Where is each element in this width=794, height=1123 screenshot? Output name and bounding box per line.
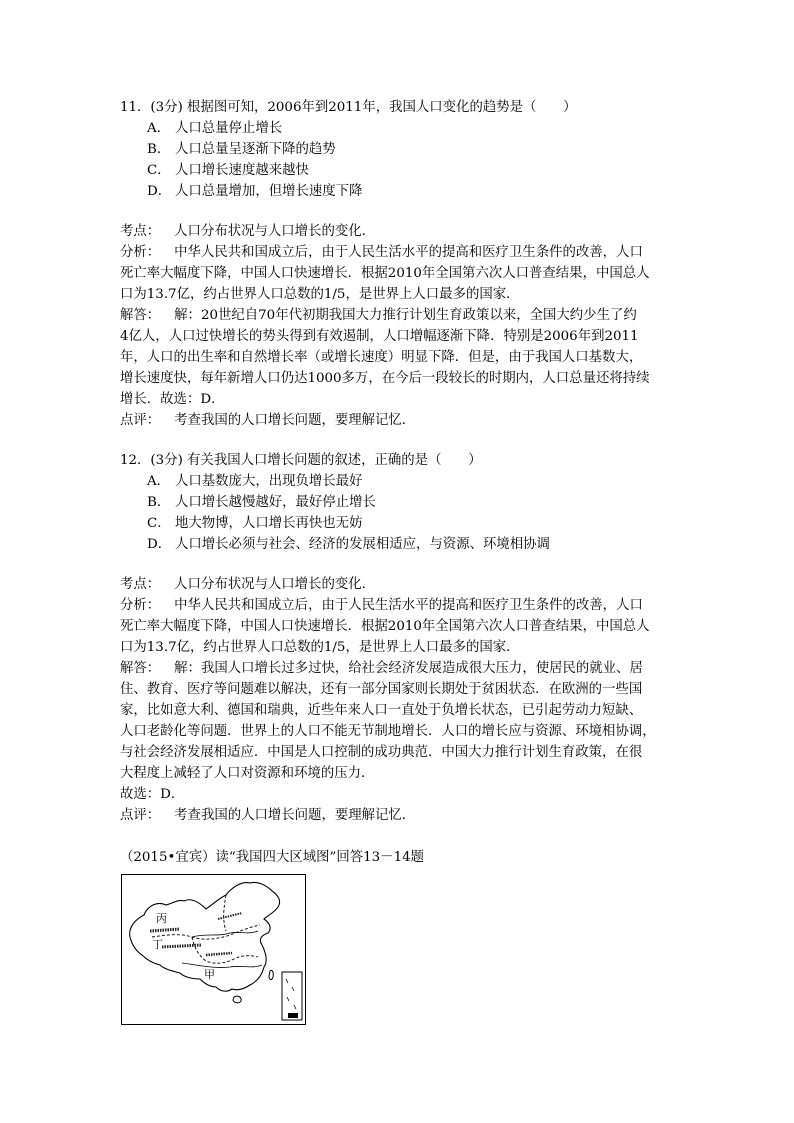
q11-fenxi-line: 死亡率大幅度下降，中国人口快速增长．根据2010年全国第六次人口普查结果，中国总人: [120, 266, 650, 281]
q11-fenxi-line: 口为13.7亿，约占世界人口总数的1/5，是世界上人口最多的国家．: [120, 287, 520, 302]
q11-jieda-line: 年，人口的出生率和自然增长率（或增长速度）明显下降．但是，由于我国人口基数大，: [120, 350, 643, 365]
q11-stem: 11．(3分) 根据图可知，2006年到2011年，我国人口变化的趋势是（ ）: [120, 100, 577, 115]
q11-jieda-line: 增长．故选：D．: [120, 392, 225, 407]
q12-fenxi-line: 口为13.7亿，约占世界人口总数的1/5，是世界上人口最多的国家．: [120, 640, 520, 655]
q13-14-intro: （2015•宜宾）读“我国四大区域图”回答13－14题: [120, 850, 424, 865]
q11-jieda: 解答： 解：20世纪自70年代初期我国大力推行计划生育政策以来，全国大约少生了约: [120, 308, 637, 323]
q12-jieda-line: 大程度上减轻了人口对资源和环境的压力．: [120, 766, 375, 781]
q12-option-a[interactable]: A． 人口基数庞大，出现负增长最好: [147, 474, 363, 489]
q12-option-d[interactable]: D． 人口增长必须与社会、经济的发展相适应，与资源、环境相协调: [147, 537, 550, 552]
q11-kaodian: 考点： 人口分布状况与人口增长的变化．: [120, 224, 376, 239]
q12-jieda-line: 住、教育、医疗等问题难以解决，还有一部分国家则长期处于贫困状态．在欧洲的一些国: [120, 682, 643, 697]
q12-fenxi: 分析： 中华人民共和国成立后，由于人民生活水平的提高和医疗卫生条件的改善，人口: [120, 598, 643, 613]
map-label-bing: 丙: [156, 912, 167, 925]
q12-kaodian: 考点： 人口分布状况与人口增长的变化．: [120, 577, 376, 592]
china-regions-map: [121, 874, 306, 1025]
q11-dianping: 点评： 考查我国的人口增长问题，要理解记忆．: [120, 413, 416, 428]
q12-jieda-line: 故选：D．: [120, 787, 185, 802]
q11-jieda-line: 4亿人，人口过快增长的势头得到有效遏制，人口增幅逐渐下降．特别是2006年到2011: [120, 329, 639, 344]
q12-dianping: 点评： 考查我国的人口增长问题，要理解记忆．: [120, 808, 416, 823]
map-label-jia: 甲: [204, 968, 215, 981]
q11-option-a[interactable]: A． 人口总量停止增长: [147, 121, 283, 136]
china-map-outline: [122, 875, 305, 1024]
q12-jieda: 解答： 解：我国人口增长过多过快，给社会经济发展造成很大压力，使居民的就业、居: [120, 661, 643, 676]
q12-jieda-line: 家，比如意大利、德国和瑞典，近些年来人口一直处于负增长状态，已引起劳动力短缺、: [120, 703, 643, 718]
q11-option-b[interactable]: B． 人口总量呈逐渐下降的趋势: [147, 142, 336, 157]
q12-fenxi-line: 死亡率大幅度下降，中国人口快速增长．根据2010年全国第六次人口普查结果，中国总人: [120, 619, 650, 634]
q11-option-d[interactable]: D． 人口总量增加，但增长速度下降: [147, 184, 363, 199]
q12-stem: 12．(3分) 有关我国人口增长问题的叙述，正确的是（ ）: [120, 453, 482, 468]
q11-option-c[interactable]: C． 人口增长速度越来越快: [147, 163, 309, 178]
q11-fenxi: 分析： 中华人民共和国成立后，由于人民生活水平的提高和医疗卫生条件的改善，人口: [120, 245, 643, 260]
q12-jieda-line: 与社会经济发展相适应．中国是人口控制的成功典范．中国大力推行计划生育政策，在很: [120, 745, 643, 760]
map-label-ding: 丁: [152, 938, 163, 951]
q12-option-c[interactable]: C． 地大物博，人口增长再快也无妨: [147, 516, 363, 531]
q11-jieda-line: 增长速度快，每年新增人口仍达1000多万，在今后一段较长的时期内，人口总量还将持续: [120, 371, 650, 386]
q12-jieda-line: 人口老龄化等问题．世界上的人口不能无节制地增长．人口的增长应与资源、环境相协调，: [120, 724, 656, 739]
q12-option-b[interactable]: B． 人口增长越慢越好，最好停止增长: [147, 495, 376, 510]
